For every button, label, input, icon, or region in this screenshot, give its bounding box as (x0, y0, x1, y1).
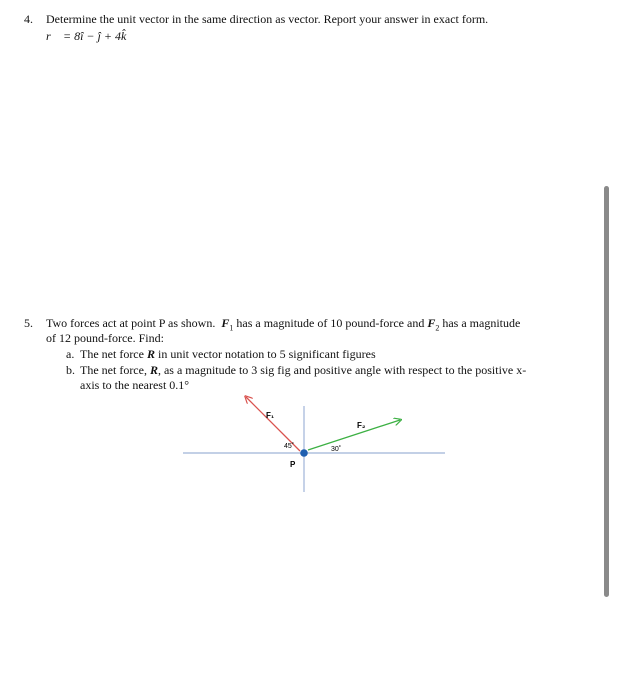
question-5-text-c: has a magnitude (439, 316, 521, 330)
question-5-number: 5. (24, 316, 33, 330)
f2-label: F₂ (357, 421, 366, 430)
angle-30-label: 30˚ (331, 446, 342, 453)
f1-subscript: 1 (229, 323, 234, 333)
part-b-text-post: , as a magnitude to 3 sig fig and positive angle with respect to the positive x- (157, 363, 527, 377)
part-a-symbol-r: R (146, 347, 155, 361)
part-a-letter: a. (66, 347, 75, 361)
vertical-scrollbar[interactable] (604, 186, 609, 597)
part-a-text-post: in unit vector notation to 5 significant figures (154, 347, 376, 361)
f2-subscript: 2 (435, 323, 440, 333)
f1-label: F₁ (266, 411, 275, 420)
part-b-text-pre: The net force, (80, 363, 150, 377)
question-5-part-b-line-2: axis to the nearest 0.1° (80, 378, 190, 392)
question-4-prompt: Determine the unit vector in the same direction as vector. Report your answer in exact form. (46, 12, 489, 26)
question-4-number: 4. (24, 12, 33, 26)
point-p-marker (300, 449, 308, 457)
force-f2-arrow (308, 420, 400, 450)
question-5-line-2: of 12 pound-force. Find: (46, 331, 164, 345)
question-5-text-b: has a magnitude of 10 pound-force and (233, 316, 428, 330)
part-b-letter: b. (66, 363, 75, 377)
part-b-symbol-r: R (149, 363, 158, 377)
f2-symbol: F (427, 316, 436, 330)
question-4-vector-formula: r⃗ = 8î − ĵ + 4k̂ (46, 29, 127, 43)
f1-symbol: F (221, 316, 230, 330)
part-a-text-pre: The net force (80, 347, 147, 361)
question-5-text-a: Two forces act at point P as shown. (46, 316, 216, 330)
point-p-label: P (290, 460, 296, 469)
angle-45-label: 45˚ (284, 443, 295, 450)
